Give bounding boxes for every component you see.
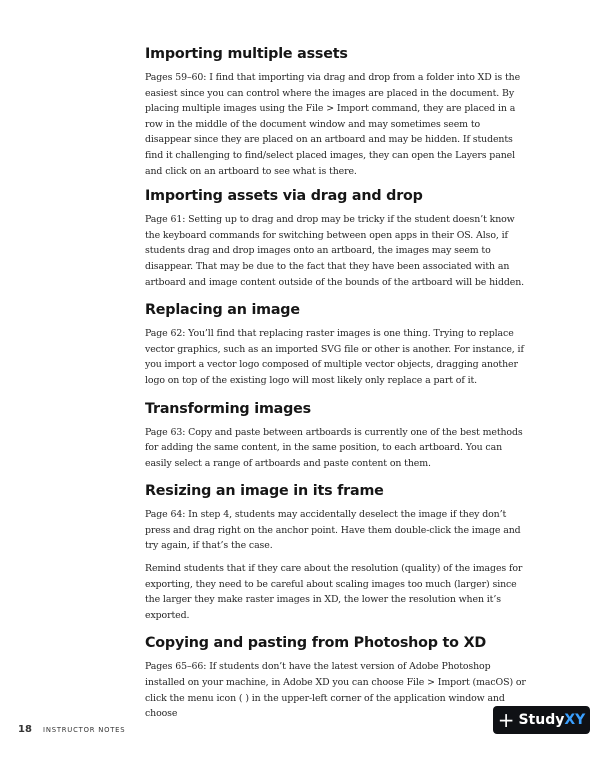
page-footer bbox=[18, 717, 125, 736]
section-paragraph: Remind students that if they care about the resolution (quality) of the images for exporting, they need to be careful about scaling images too much (larger) since the larger they make raster images in XD, the lower the resolution when it’s exported. bbox=[145, 563, 523, 621]
section-paragraph: Pages 65–66: If students don’t have the latest version of Adobe Photoshop installed on your machine, in Adobe XD you can choose File > Import (macOS) or click the menu icon ( ) in the upper-left corner of the application window and choose bbox=[145, 661, 526, 720]
section-paragraph: Page 63: Copy and paste between artboards is currently one of the best methods for adding the same content, in the same position, to each artboard. You can easily select a range of artboards and paste content on them. bbox=[145, 426, 523, 469]
section-heading: Resizing an image in its frame bbox=[145, 483, 384, 500]
section-paragraph: Page 62: You’ll find that replacing raster images is one thing. Trying to replace vector graphics, such as an imported SVG file or other is another. For instance, if you import a vector logo composed of multiple vector objects, dragging another logo on top of the existing logo will most likely only replace a part of it. bbox=[145, 328, 524, 386]
section-paragraph: Page 64: In step 4, students may accidentally deselect the image if they don’t press and drag right on the anchor point. Have them double-click the image and try again, if that’s the case. bbox=[145, 509, 521, 552]
section-importing-multiple-assets bbox=[145, 44, 527, 179]
section-transforming-images bbox=[145, 399, 527, 472]
section-importing-drag-drop bbox=[145, 186, 527, 290]
logo-word: Study bbox=[518, 712, 565, 728]
section-paragraph: Pages 59–60: I find that importing via drag and drop from a folder into XD is the easiest since you can control where the images are placed in the document. By placing multiple images using the File > Import command, they are placed in a row in the middle of the document window and may sometimes seem to disappear since they are placed on an artboard and may be hidden. If students find it challenging to find/select placed images, they can open the Layers panel and click on an artboard to see what is there. bbox=[145, 72, 521, 177]
section-paragraph: Page 61: Setting up to drag and drop may be tricky if the student doesn’t know the keyboard commands for switching between open apps in their OS. Also, if students drag and drop images onto an artboard, the images may seem to disappear. That may be due to the fact that they have been associated with an artboard and image content outside of the bounds of the artboard will be hidden. bbox=[145, 214, 525, 288]
section-heading: Replacing an image bbox=[145, 302, 300, 319]
page-body bbox=[145, 44, 527, 732]
section-heading: Copying and pasting from Photoshop to XD bbox=[145, 635, 487, 652]
logo-accent: XY bbox=[564, 712, 586, 728]
section-copy-paste-photoshop bbox=[145, 633, 527, 721]
plus-icon: + bbox=[497, 708, 515, 732]
section-heading: Transforming images bbox=[145, 400, 311, 417]
section-resizing-image bbox=[145, 481, 527, 623]
section-heading: Importing multiple assets bbox=[145, 46, 348, 62]
section-heading: Importing assets via drag and drop bbox=[145, 188, 423, 205]
footer-label: INSTRUCTOR NOTES bbox=[43, 726, 126, 734]
section-replacing-image bbox=[145, 300, 527, 388]
studyxy-logo bbox=[493, 706, 590, 734]
page-number: 18 bbox=[18, 724, 32, 735]
